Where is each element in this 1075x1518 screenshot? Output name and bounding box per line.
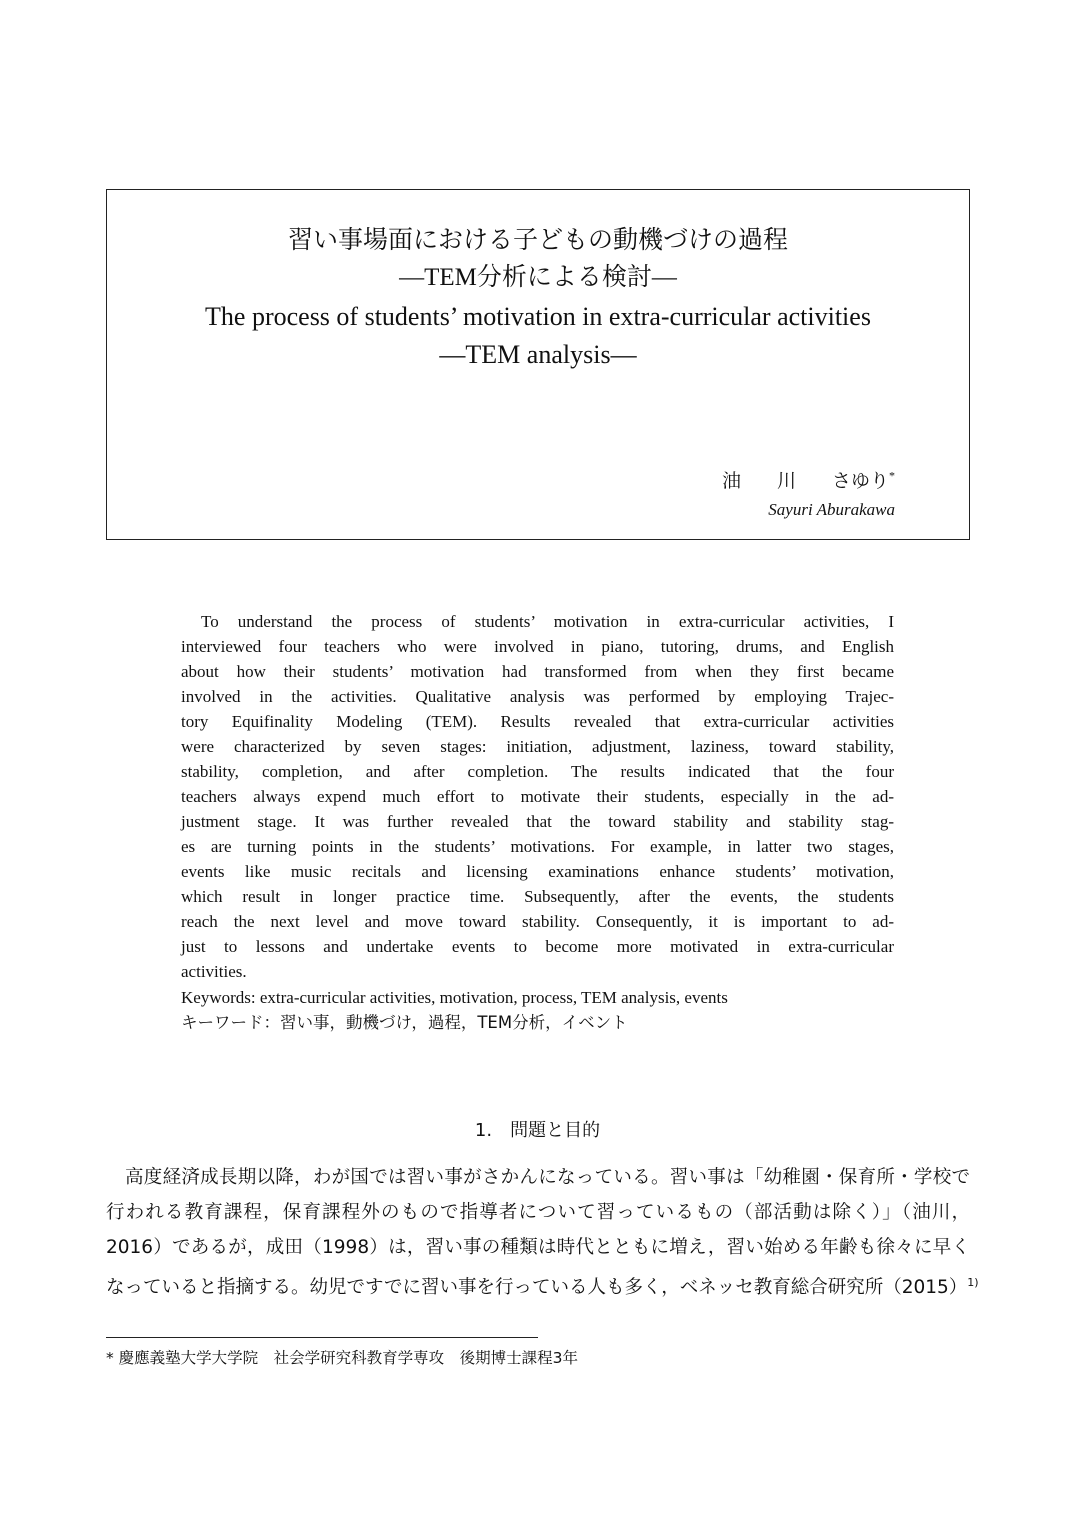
author-name: 油 川 さゆり* <box>721 468 895 492</box>
body-line: なっていると指摘する。幼児ですでに習い事を行っている人も多く，ベネッセ教育総合研究所$(2015)^{1)}$ <box>106 1276 979 1299</box>
abstract-line: teachers always expend much effort to motivate their students, especially in the ad- <box>181 787 894 806</box>
abstract-line: To understand the process of students’ motivation in extra-curricular activities, I <box>201 612 894 631</box>
title-box <box>106 189 970 540</box>
keywords-ja: キーワード：習い事，動機づけ，過程，TEM分析，イベント <box>181 1013 628 1032</box>
abstract-line: which result in longer practice time. Subsequently, after the events, the students <box>181 887 894 906</box>
body-line: 2016）であるが，成田（1998）は，習い事の種類は時代とともに増え，習い始める年齢も徐々に早く <box>106 1237 970 1258</box>
abstract-line: events like music recitals and licensing examinations enhance students’ motivation, <box>181 862 894 881</box>
abstract <box>181 609 894 984</box>
abstract-line: involved in the activities. Qualitative analysis was performed by employing Trajec- <box>181 687 894 706</box>
body-line: 高度経済成長期以降，わが国では習い事がさかんになっている。習い事は「幼稚園・保育所・学校で <box>125 1167 970 1188</box>
title-en: The process of students’ motivation in extra-curricular activities <box>205 302 871 331</box>
abstract-line: justment stage. It was further revealed that the toward stability and stability stag- <box>181 812 894 831</box>
body-line: 行われる教育課程，保育課程外のもので指導者について習っているもの（部活動は除く）」（油川， <box>106 1202 970 1223</box>
abstract-line: tory Equifinality Modeling (TEM). Results revealed that extra-curricular activities <box>181 712 894 731</box>
title-ja: 習い事場面における子どもの動機づけの過程 <box>287 227 788 254</box>
footnote: * 慶應義塾大学大学院 社会学研究科教育学専攻 後期博士課程3年 <box>106 1349 579 1367</box>
author-romaji: Sayuri Aburakawa <box>768 500 895 519</box>
abstract-line: activities. <box>181 962 247 981</box>
abstract-line: just to lessons and undertake events to become more motivated in extra-curricular <box>181 937 894 956</box>
reference-mark: 1) <box>967 1276 979 1289</box>
abstract-line: reach the next level and move toward stability. Consequently, it is important to ad- <box>181 912 894 931</box>
abstract-line: about how their students’ motivation had transformed from when they first became <box>181 662 894 681</box>
subtitle-ja: ―TEM分析による検討― <box>399 264 677 291</box>
subtitle-en: ―TEM analysis― <box>439 340 637 369</box>
abstract-line: stability, completion, and after completion. The results indicated that the four <box>181 762 894 781</box>
abstract-line: were characterized by seven stages: initiation, adjustment, laziness, toward stability, <box>181 737 894 756</box>
abstract-line: es are turning points in the students’ motivations. For example, in latter two stages, <box>181 837 894 856</box>
footnote-rule <box>106 1337 538 1338</box>
keywords-en: Keywords: extra-curricular activities, motivation, process, TEM analysis, events <box>181 988 728 1007</box>
section-heading: 1. 問題と目的 <box>474 1120 601 1141</box>
section-body <box>106 1160 979 1300</box>
abstract-line: interviewed four teachers who were involved in piano, tutoring, drums, and English <box>181 637 894 656</box>
